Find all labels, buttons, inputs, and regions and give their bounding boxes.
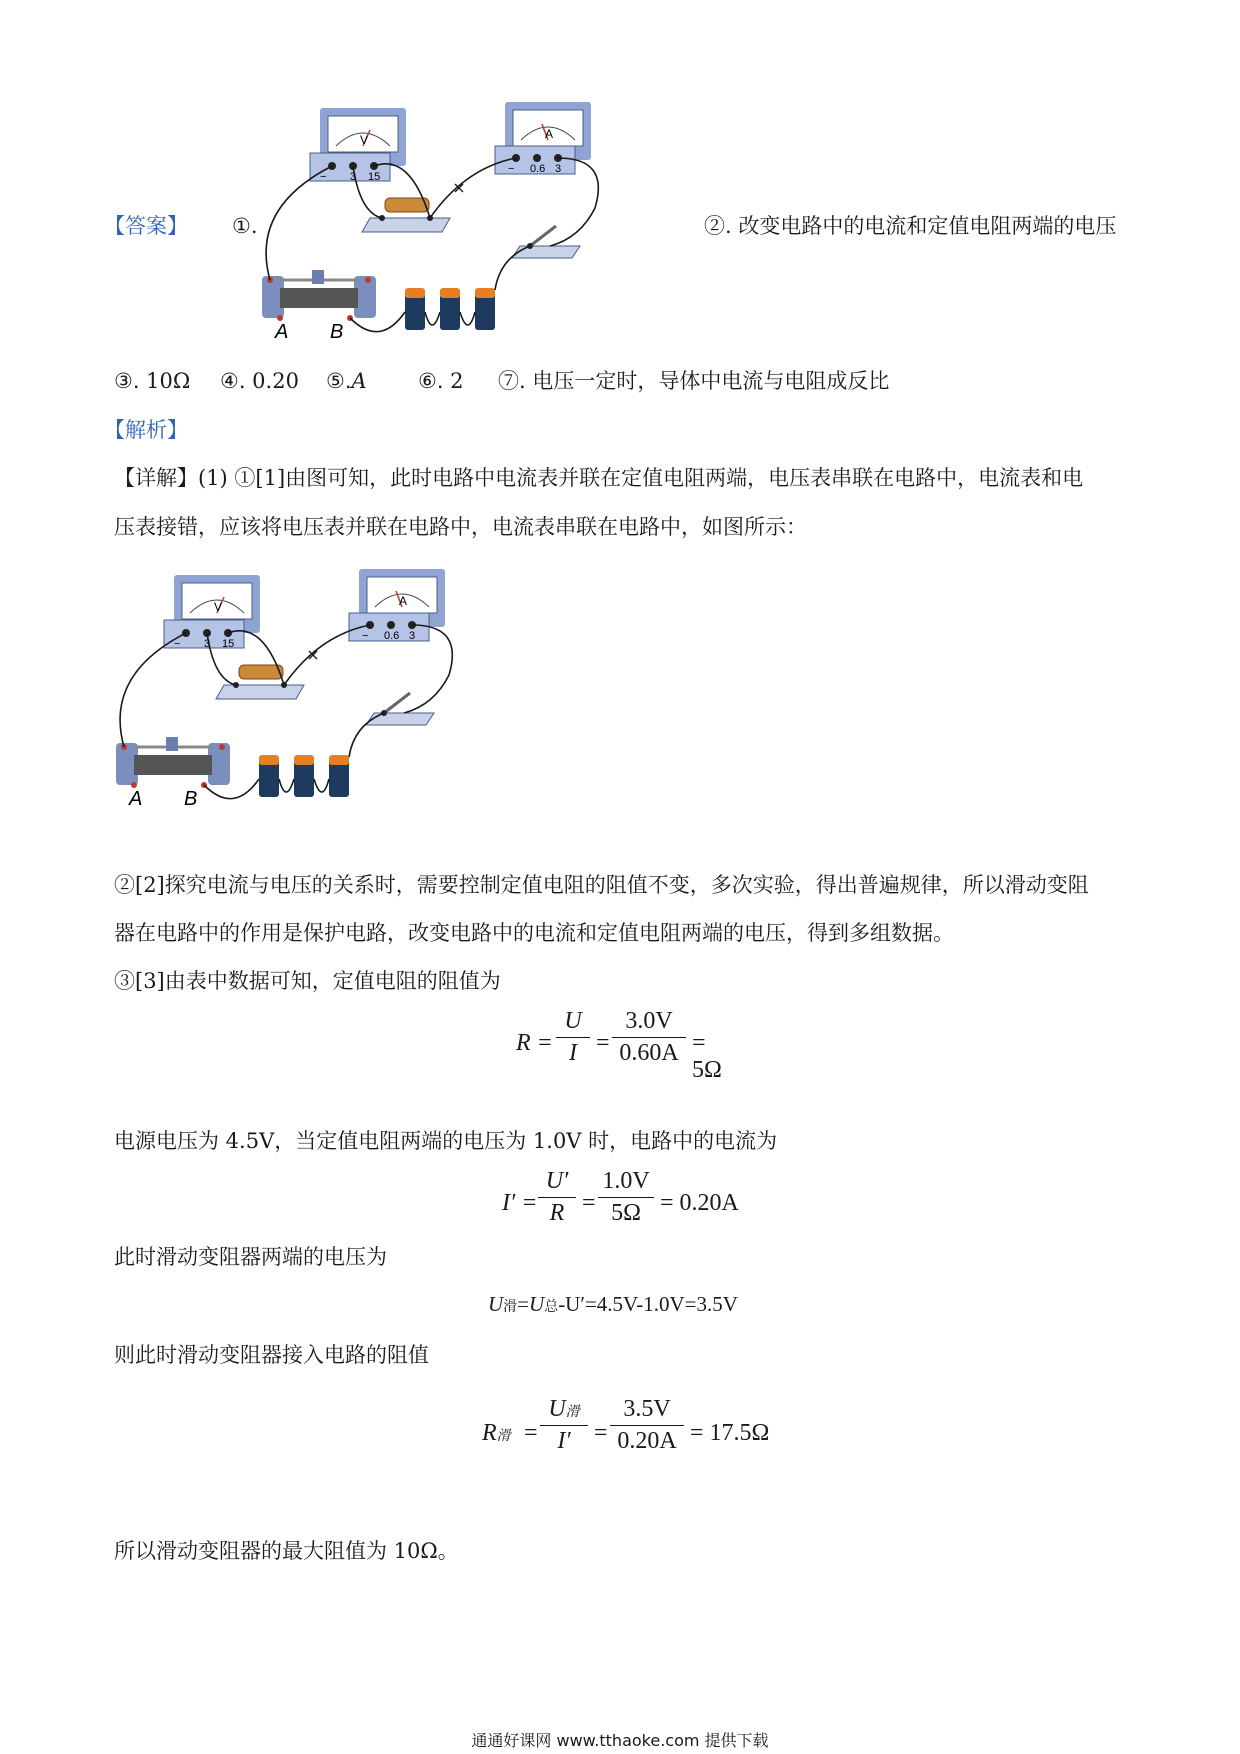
answer-item-7: ⑦. 电压一定时，导体中电流与电阻成反比 bbox=[498, 369, 890, 393]
formula-4-frac2: $\frac{3.5V}{0.20A}$ bbox=[610, 1396, 684, 1455]
volt-term-minus: − bbox=[320, 171, 327, 183]
answer-item-5 bbox=[326, 366, 367, 396]
detail-line-6: 电源电压为 4.5V，当定值电阻两端的电压为 1.0V 时，电路中的电流为 bbox=[114, 1129, 778, 1153]
formula-2 bbox=[502, 1168, 762, 1238]
page-footer: 通通好课网 www.tthaoke.com 提供下载 bbox=[471, 1731, 769, 1750]
formula-1-eq: = bbox=[596, 1030, 610, 1056]
detail-line-1: 【详解】(1) ①[1]由图可知，此时电路中电流表并联在定值电阻两端，电压表串联在电路中，电流表和电 bbox=[114, 466, 1084, 490]
amp-term-3: 3 bbox=[555, 163, 562, 175]
answer-item-4: ④. 0.20 bbox=[220, 369, 299, 393]
volt-term-15-2: 15 bbox=[222, 638, 235, 650]
volt-term-3: 3 bbox=[350, 171, 357, 183]
formula-4-eq0: = bbox=[524, 1420, 538, 1446]
voltmeter-symbol-2: V bbox=[214, 600, 223, 614]
formula-4-lhs: R滑 bbox=[482, 1420, 511, 1446]
answer-label: 【答案】 bbox=[104, 214, 188, 238]
formula-3 bbox=[488, 1292, 738, 1317]
formula-3-sub2: 总 bbox=[544, 1300, 559, 1315]
answer-item-2: ②. 改变电路中的电流和定值电阻两端的电压 bbox=[704, 214, 1117, 238]
ammeter-symbol: − bbox=[508, 163, 515, 175]
detail-line-3: ②[2]探究电流与电压的关系时，需要控制定值电阻的阻值不变，多次实验，得出普遍规律，所以滑动变阻 bbox=[114, 873, 1089, 897]
formula-2-frac2: $\frac{1.0V}{5\Omega}$ bbox=[598, 1168, 654, 1227]
detail-line-8: 则此时滑动变阻器接入电路的阻值 bbox=[114, 1343, 429, 1367]
formula-3-sub1: 滑 bbox=[503, 1300, 518, 1315]
rheostat-terminal-a: A bbox=[275, 321, 289, 343]
formula-3-u1: U bbox=[488, 1292, 504, 1316]
detail-line-9: 所以滑动变阻器的最大阻值为 10Ω。 bbox=[114, 1539, 459, 1563]
formula-4-result: = 17.5Ω bbox=[690, 1420, 770, 1446]
amp-term-06-2: 0.6 bbox=[384, 630, 400, 642]
rheostat-terminal-b-2: B bbox=[184, 788, 198, 810]
circuit-diagram-solution bbox=[104, 565, 494, 815]
amp-term-3-2: 3 bbox=[409, 630, 416, 642]
formula-3-mid: = bbox=[517, 1292, 530, 1316]
answer-item-3: ③. 10Ω bbox=[114, 369, 191, 393]
amp-term-06: 0.6 bbox=[530, 163, 546, 175]
voltmeter-symbol: V bbox=[360, 133, 369, 147]
detail-line-4: 器在电路中的作用是保护电路，改变电路中的电流和定值电阻两端的电压，得到多组数据。 bbox=[114, 921, 954, 945]
formula-2-eq: = bbox=[582, 1190, 596, 1216]
detail-line-5: ③[3]由表中数据可知，定值电阻的阻值为 bbox=[114, 969, 501, 993]
answer-item-1: ①. bbox=[232, 214, 258, 238]
answer-item-5-val: A bbox=[351, 369, 367, 393]
analysis-label: 【解析】 bbox=[104, 418, 188, 442]
formula-1-result: = 5Ω bbox=[692, 1030, 722, 1083]
formula-3-u2: U bbox=[529, 1292, 545, 1316]
amp-term-minus-2: − bbox=[362, 630, 369, 642]
formula-3-rest: -U′=4.5V-1.0V=3.5V bbox=[558, 1292, 738, 1316]
rheostat-terminal-b: B bbox=[330, 321, 344, 343]
volt-term-minus-2: − bbox=[174, 638, 181, 650]
formula-4-frac1: U滑 I′ bbox=[540, 1396, 588, 1455]
detail-line-2: 压表接错，应该将电压表并联在电路中，电流表串联在电路中，如图所示： bbox=[114, 515, 807, 539]
ammeter-symbol-face-2: A bbox=[399, 594, 408, 608]
formula-4 bbox=[482, 1396, 782, 1470]
formula-4-eq: = bbox=[594, 1420, 608, 1446]
formula-1 bbox=[516, 1008, 736, 1083]
answer-item-5-num: ⑤. bbox=[326, 369, 352, 393]
ammeter-symbol-face: A bbox=[545, 127, 554, 141]
circuit-diagram-answer bbox=[250, 98, 640, 348]
formula-2-result: = 0.20A bbox=[660, 1190, 739, 1216]
answer-item-6: ⑥. 2 bbox=[418, 369, 464, 393]
volt-term-15: 15 bbox=[368, 171, 381, 183]
formula-1-lhs: R = bbox=[516, 1030, 553, 1056]
rheostat-terminal-a-2: A bbox=[129, 788, 143, 810]
formula-2-lhs: I′ = bbox=[502, 1190, 538, 1216]
formula-2-frac1: $\frac{U'}{R}$ bbox=[538, 1168, 576, 1227]
detail-line-7: 此时滑动变阻器两端的电压为 bbox=[114, 1245, 387, 1269]
formula-1-frac1: $\frac{U}{I}$ bbox=[556, 1008, 590, 1067]
formula-1-frac2: $\frac{3.0V}{0.60A}$ bbox=[612, 1008, 686, 1067]
volt-term-3-2: 3 bbox=[204, 638, 211, 650]
